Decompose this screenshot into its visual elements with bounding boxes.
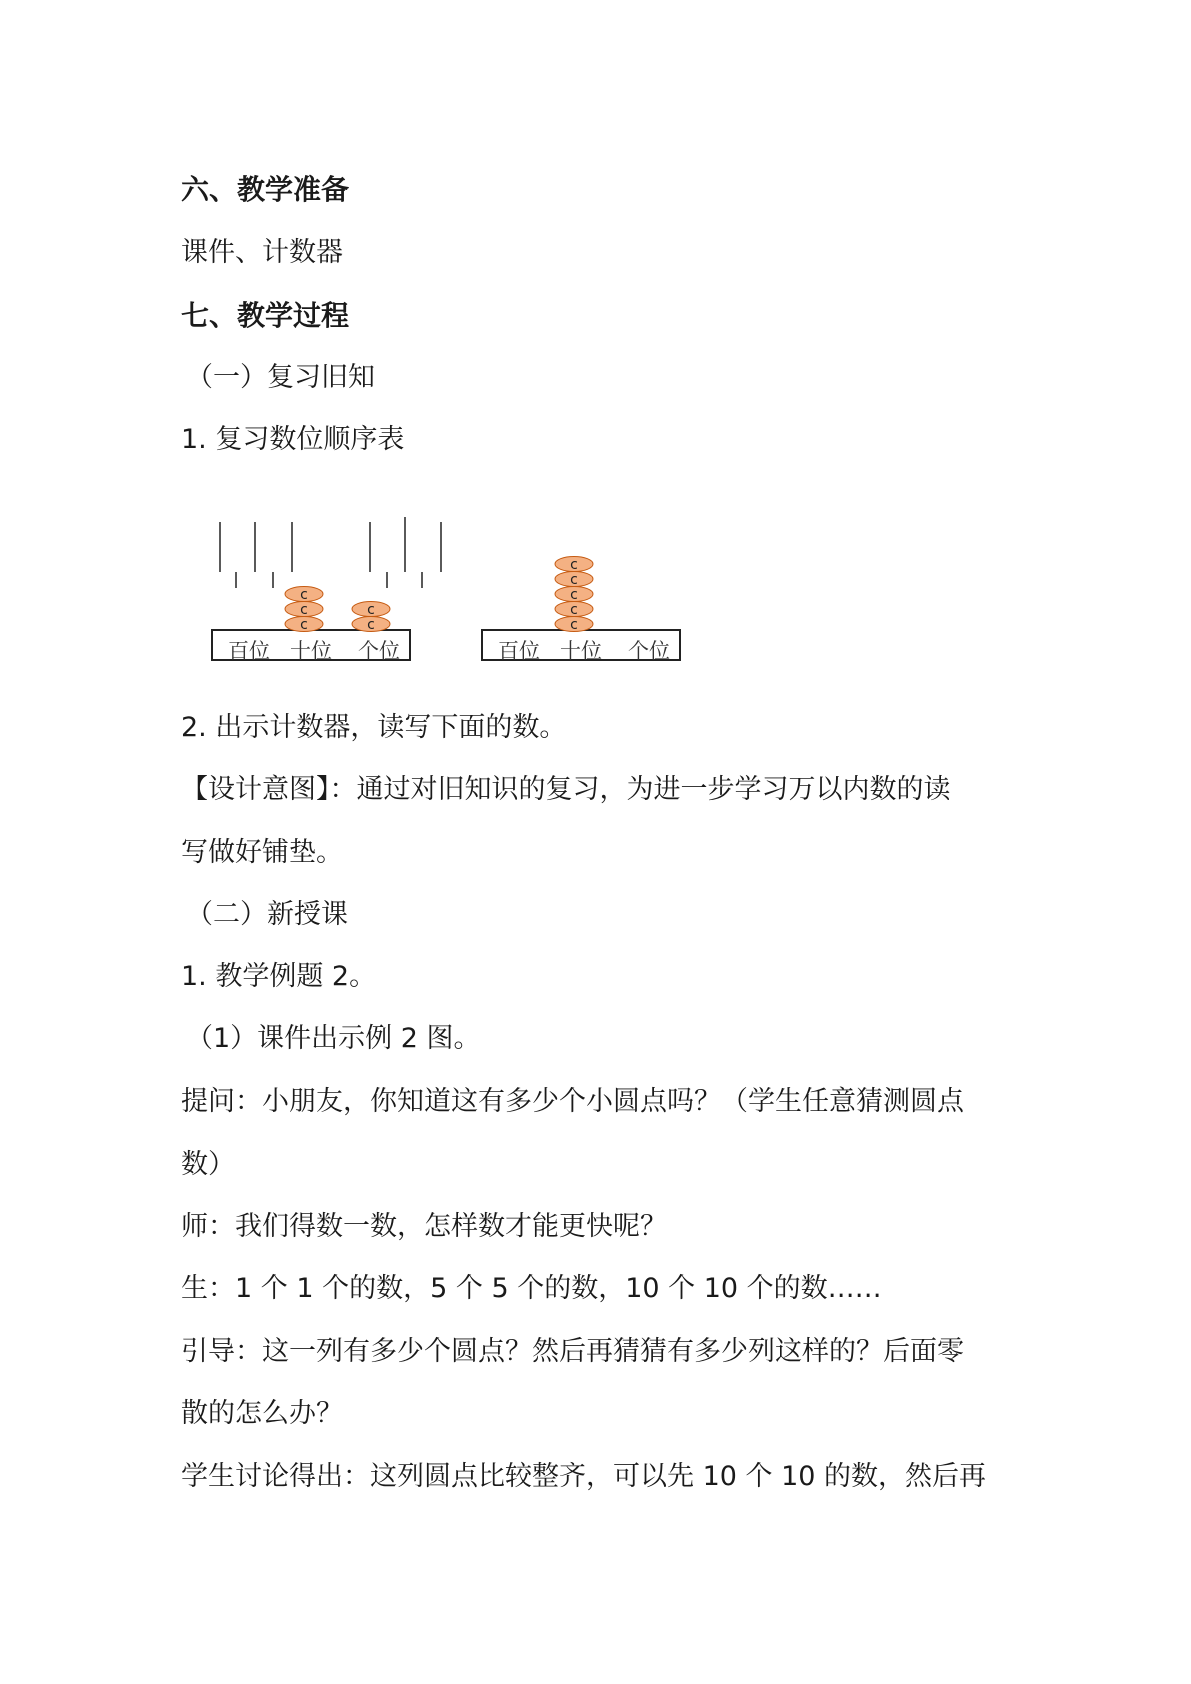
left-tens-bead-letter: c — [300, 587, 308, 603]
left-label-ones: 个位 — [358, 639, 400, 663]
left-label-tens: 十位 — [290, 639, 332, 663]
left-label-hundreds: 百位 — [228, 639, 270, 663]
guide-line-2: 散的怎么办？ — [181, 1398, 343, 1429]
right-tens-bead-letter: c — [570, 587, 578, 603]
item-1: 1. 复习数位顺序表 — [181, 424, 405, 455]
section-6-body: 课件、计数器 — [181, 237, 343, 268]
right-tens-bead-letter: c — [570, 617, 578, 633]
left-ones-bead-letter: c — [367, 602, 375, 618]
left-abacus-beads — [285, 587, 390, 634]
right-abacus-beads — [555, 557, 593, 634]
part-1-title: （一）复习旧知 — [186, 362, 375, 393]
left-abacus-rods — [220, 517, 441, 588]
right-tens-bead-letter: c — [570, 602, 578, 618]
right-label-ones: 个位 — [628, 639, 670, 663]
right-tens-bead-letter: c — [570, 557, 578, 573]
design-intent-line-2: 写做好铺垫。 — [181, 837, 343, 868]
student-line: 生：1 个 1 个的数，5 个 5 个的数，10 个 10 个的数…… — [181, 1273, 882, 1304]
new-item-1-sub: （1）课件出示例 2 图。 — [186, 1023, 481, 1054]
left-tens-bead-letter: c — [300, 617, 308, 633]
abacus-figure — [200, 512, 720, 672]
question-line-1: 提问：小朋友，你知道这有多少个小圆点吗？（学生任意猜测圆点 — [181, 1086, 964, 1117]
new-item-1: 1. 教学例题 2。 — [181, 961, 377, 992]
item-2: 2. 出示计数器，读写下面的数。 — [181, 712, 567, 743]
left-ones-bead-letter: c — [367, 617, 375, 633]
question-line-2: 数） — [181, 1149, 235, 1180]
section-6-title: 六、教学准备 — [181, 173, 350, 206]
design-intent-line-1: 【设计意图】：通过对旧知识的复习，为进一步学习万以内数的读 — [181, 774, 951, 805]
right-tens-bead-letter: c — [570, 572, 578, 588]
left-tens-bead-letter: c — [300, 602, 308, 618]
section-7-title: 七、教学过程 — [181, 299, 350, 332]
right-label-tens: 十位 — [560, 639, 602, 663]
right-label-hundreds: 百位 — [498, 639, 540, 663]
discuss-line: 学生讨论得出：这列圆点比较整齐，可以先 10 个 10 的数，然后再 — [181, 1461, 987, 1492]
guide-line-1: 引导：这一列有多少个圆点？然后再猜猜有多少列这样的？后面零 — [181, 1336, 964, 1367]
teacher-line: 师：我们得数一数，怎样数才能更快呢？ — [181, 1211, 667, 1242]
part-2-title: （二）新授课 — [186, 899, 348, 930]
